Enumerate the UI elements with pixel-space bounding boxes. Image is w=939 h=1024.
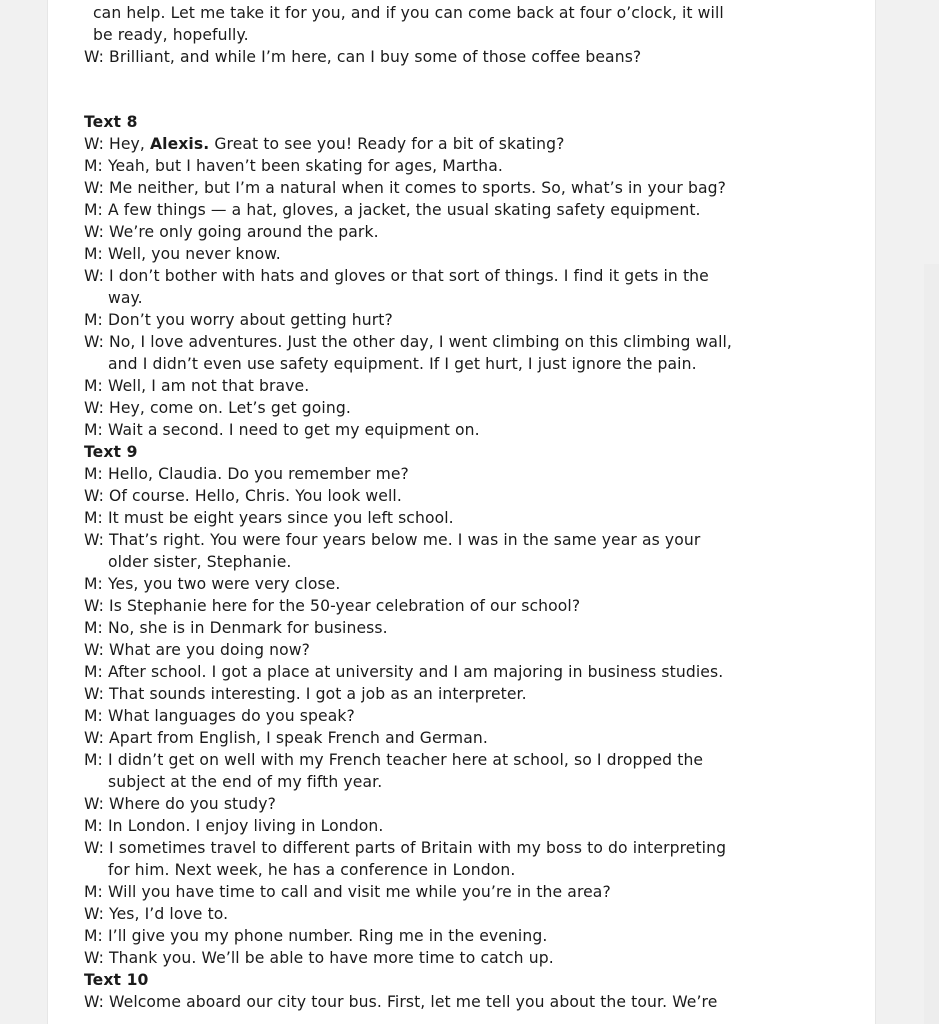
dialogue-line (84, 177, 764, 199)
dialogue-line (84, 573, 764, 595)
dialogue-line (84, 243, 764, 265)
dialogue-line-text: W: Welcome aboard our city tour bus. First, let me tell you about the tour. We’re (84, 993, 718, 1011)
dialogue-line-text: W: Is Stephanie here for the 50-year celebration of our school? (84, 597, 581, 615)
dialogue-line-continuation: for him. Next week, he has a conference in London. (108, 861, 516, 879)
dialogue-line-text: W: What are you doing now? (84, 641, 310, 659)
dialogue-line (84, 375, 764, 397)
dialogue-line-text: M: Hello, Claudia. Do you remember me? (84, 465, 409, 483)
dialogue-line-text: W: We’re only going around the park. (84, 223, 379, 241)
dialogue-line (84, 221, 764, 243)
dialogue-line (84, 639, 764, 661)
dialogue-line-text: M: Don’t you worry about getting hurt? (84, 311, 393, 329)
section-gap (84, 68, 764, 111)
text8-section (84, 111, 764, 441)
dialogue-line-text: W: Where do you study? (84, 795, 276, 813)
dialogue-line-text: W: Hey, come on. Let’s get going. (84, 399, 351, 417)
text8-first-line (84, 133, 764, 155)
dialogue-line (84, 837, 764, 881)
dialogue-line (84, 529, 764, 573)
dialogue-line-continuation: subject at the end of my fifth year. (108, 773, 383, 791)
dialogue-line-text: W: Thank you. We’ll be able to have more time to catch up. (84, 949, 554, 967)
dialogue-line (84, 463, 764, 485)
text8-lines (84, 155, 764, 441)
dialogue-line (84, 793, 764, 815)
dialogue-line (84, 155, 764, 177)
dialogue-line (84, 485, 764, 507)
dialogue-line (84, 507, 764, 529)
dialogue-line-text: W: I sometimes travel to different parts of Britain with my boss to do interpreting (84, 839, 727, 857)
dialogue-line (84, 199, 764, 221)
text8-first-pre: W: Hey, (84, 135, 150, 153)
dialogue-line (84, 925, 764, 947)
text8-heading: Text 8 (84, 113, 138, 131)
dialogue-line (84, 903, 764, 925)
dialogue-line-text: M: Well, you never know. (84, 245, 281, 263)
dialogue-line-text: M: In London. I enjoy living in London. (84, 817, 384, 835)
intro-cont-line-1: can help. Let me take it for you, and if you can come back at four o’clock, it will (93, 4, 724, 22)
dialogue-line-text: M: What languages do you speak? (84, 707, 355, 725)
dialogue-line (84, 815, 764, 837)
dialogue-line-text: M: After school. I got a place at university and I am majoring in business studies. (84, 663, 724, 681)
dialogue-line (84, 309, 764, 331)
dialogue-line-text: W: That sounds interesting. I got a job as an interpreter. (84, 685, 527, 703)
dialogue-line-text: W: That’s right. You were four years below me. I was in the same year as your (84, 531, 701, 549)
text8-first-post: Great to see you! Ready for a bit of skating? (209, 135, 565, 153)
dialogue-line-text: W: No, I love adventures. Just the other day, I went climbing on this climbing wall, (84, 333, 732, 351)
text10-heading: Text 10 (84, 971, 149, 989)
text10-lines (84, 991, 764, 1013)
dialogue-line (84, 947, 764, 969)
dialogue-line (84, 397, 764, 419)
dialogue-line-text: M: No, she is in Denmark for business. (84, 619, 388, 637)
dialogue-line (84, 749, 764, 793)
dialogue-line-continuation: way. (108, 289, 143, 307)
dialogue-line-text: M: A few things — a hat, gloves, a jacket, the usual skating safety equipment. (84, 201, 701, 219)
dialogue-line-text: M: Yeah, but I haven’t been skating for ages, Martha. (84, 157, 503, 175)
dialogue-line (84, 683, 764, 705)
dialogue-line (84, 705, 764, 727)
dialogue-line-text: W: Apart from English, I speak French and German. (84, 729, 488, 747)
text9-section (84, 441, 764, 969)
dialogue-line-text: W: Of course. Hello, Chris. You look well. (84, 487, 402, 505)
dialogue-line-text: W: Me neither, but I’m a natural when it comes to sports. So, what’s in your bag? (84, 179, 727, 197)
dialogue-line-text: M: It must be eight years since you left school. (84, 509, 454, 527)
dialogue-line-text: M: Well, I am not that brave. (84, 377, 310, 395)
dialogue-line (84, 419, 764, 441)
dialogue-line (84, 727, 764, 749)
dialogue-line (84, 595, 764, 617)
dialogue-line (84, 661, 764, 683)
scrollbar-track[interactable] (924, 264, 939, 1024)
intro-block (84, 2, 764, 68)
transcript-content (84, 0, 764, 1013)
dialogue-line (84, 881, 764, 903)
dialogue-line-text: M: Yes, you two were very close. (84, 575, 341, 593)
intro-last-line: W: Brilliant, and while I’m here, can I buy some of those coffee beans? (84, 48, 642, 66)
text8-name-bold: Alexis. (149, 135, 210, 153)
dialogue-line-text: W: Yes, I’d love to. (84, 905, 229, 923)
text9-heading: Text 9 (84, 443, 138, 461)
text9-lines (84, 463, 764, 969)
dialogue-line (84, 991, 764, 1013)
intro-cont-line-2: be ready, hopefully. (93, 26, 249, 44)
dialogue-line (84, 617, 764, 639)
text10-section (84, 969, 764, 1013)
dialogue-line-text: M: I didn’t get on well with my French teacher here at school, so I dropped the (84, 751, 704, 769)
dialogue-line-text: M: Will you have time to call and visit me while you’re in the area? (84, 883, 611, 901)
dialogue-line (84, 331, 764, 375)
dialogue-line-continuation: and I didn’t even use safety equipment. If I get hurt, I just ignore the pain. (108, 355, 697, 373)
dialogue-line-text: M: I’ll give you my phone number. Ring me in the evening. (84, 927, 548, 945)
dialogue-line-text: M: Wait a second. I need to get my equipment on. (84, 421, 480, 439)
dialogue-line-text: W: I don’t bother with hats and gloves or that sort of things. I find it gets in the (84, 267, 709, 285)
dialogue-line-continuation: older sister, Stephanie. (108, 553, 292, 571)
dialogue-line (84, 265, 764, 309)
